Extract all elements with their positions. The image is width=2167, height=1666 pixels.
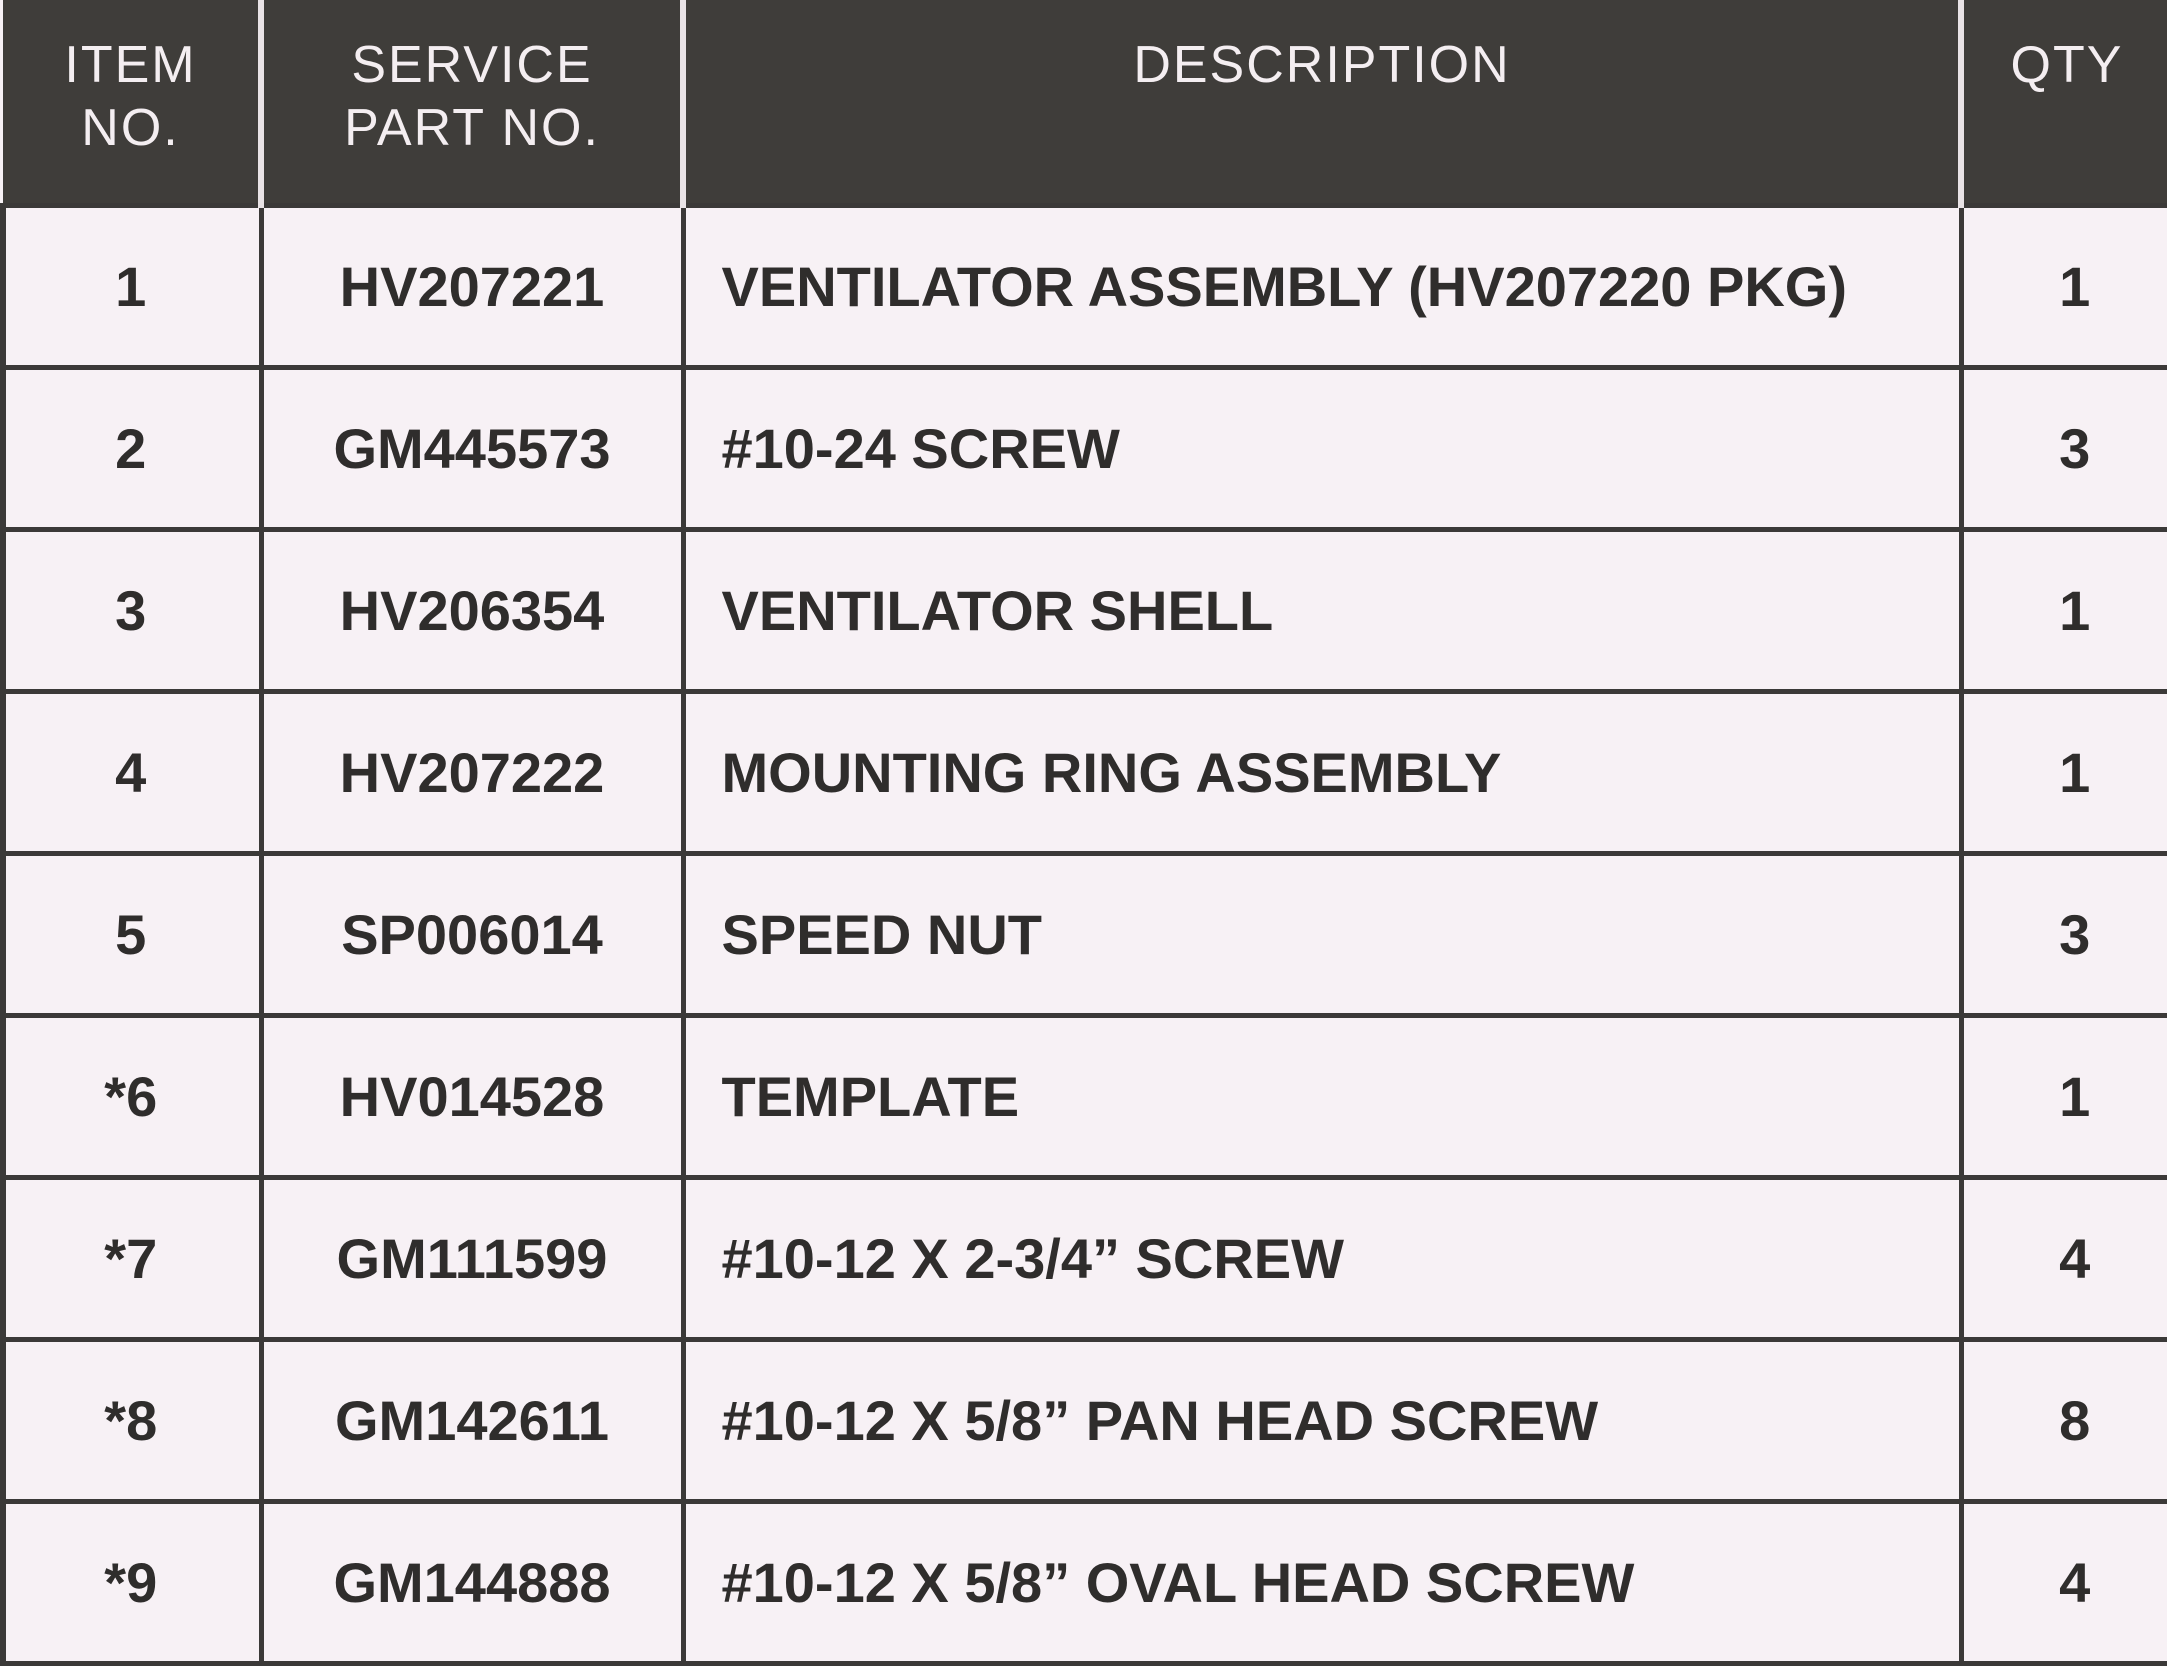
table-row bbox=[3, 529, 2167, 691]
quantity: 4 bbox=[1961, 1177, 2167, 1339]
table-row bbox=[3, 691, 2167, 853]
part-description: SPEED NUT bbox=[683, 853, 1961, 1015]
table-body bbox=[3, 205, 2167, 1663]
item-number: *9 bbox=[3, 1501, 261, 1663]
part-description: TEMPLATE bbox=[683, 1015, 1961, 1177]
quantity: 1 bbox=[1961, 529, 2167, 691]
item-number: *8 bbox=[3, 1339, 261, 1501]
quantity: 3 bbox=[1961, 853, 2167, 1015]
header-qty-label: QTY bbox=[2010, 36, 2124, 94]
header-item-no-line2: NO. bbox=[81, 99, 180, 158]
table-header bbox=[3, 0, 2167, 205]
service-part-number: GM144888 bbox=[261, 1501, 683, 1663]
header-qty bbox=[1961, 0, 2167, 205]
quantity: 1 bbox=[1961, 1015, 2167, 1177]
service-part-number: GM142611 bbox=[261, 1339, 683, 1501]
quantity: 1 bbox=[1961, 205, 2167, 367]
part-description: VENTILATOR ASSEMBLY (HV207220 PKG) bbox=[683, 205, 1961, 367]
service-part-number: HV014528 bbox=[261, 1015, 683, 1177]
item-number: *7 bbox=[3, 1177, 261, 1339]
header-service-part-no bbox=[261, 0, 683, 205]
item-number: 4 bbox=[3, 691, 261, 853]
part-description: #10-12 X 5/8” PAN HEAD SCREW bbox=[683, 1339, 1961, 1501]
service-part-number: HV207221 bbox=[261, 205, 683, 367]
table-row bbox=[3, 1501, 2167, 1663]
table-row bbox=[3, 853, 2167, 1015]
quantity: 3 bbox=[1961, 367, 2167, 529]
service-part-number: HV206354 bbox=[261, 529, 683, 691]
header-item-no-line1: ITEM bbox=[64, 36, 197, 94]
item-number: *6 bbox=[3, 1015, 261, 1177]
part-description: VENTILATOR SHELL bbox=[683, 529, 1961, 691]
service-part-number: SP006014 bbox=[261, 853, 683, 1015]
part-description: #10-12 X 2-3/4” SCREW bbox=[683, 1177, 1961, 1339]
table-row bbox=[3, 1177, 2167, 1339]
part-description: #10-24 SCREW bbox=[683, 367, 1961, 529]
service-part-number: HV207222 bbox=[261, 691, 683, 853]
header-description-label: DESCRIPTION bbox=[1133, 36, 1511, 94]
table-row bbox=[3, 367, 2167, 529]
header-part-no-line2: PART NO. bbox=[344, 99, 600, 158]
table-row bbox=[3, 205, 2167, 367]
quantity: 4 bbox=[1961, 1501, 2167, 1663]
header-row bbox=[3, 0, 2167, 205]
table-row bbox=[3, 1015, 2167, 1177]
item-number: 5 bbox=[3, 853, 261, 1015]
header-description bbox=[683, 0, 1961, 205]
quantity: 8 bbox=[1961, 1339, 2167, 1501]
header-item-no bbox=[3, 0, 261, 205]
part-description: #10-12 X 5/8” OVAL HEAD SCREW bbox=[683, 1501, 1961, 1663]
part-description: MOUNTING RING ASSEMBLY bbox=[683, 691, 1961, 853]
quantity: 1 bbox=[1961, 691, 2167, 853]
header-part-no-line1: SERVICE bbox=[351, 36, 593, 94]
service-part-number: GM445573 bbox=[261, 367, 683, 529]
item-number: 3 bbox=[3, 529, 261, 691]
table-row bbox=[3, 1339, 2167, 1501]
item-number: 1 bbox=[3, 205, 261, 367]
item-number: 2 bbox=[3, 367, 261, 529]
service-part-number: GM111599 bbox=[261, 1177, 683, 1339]
